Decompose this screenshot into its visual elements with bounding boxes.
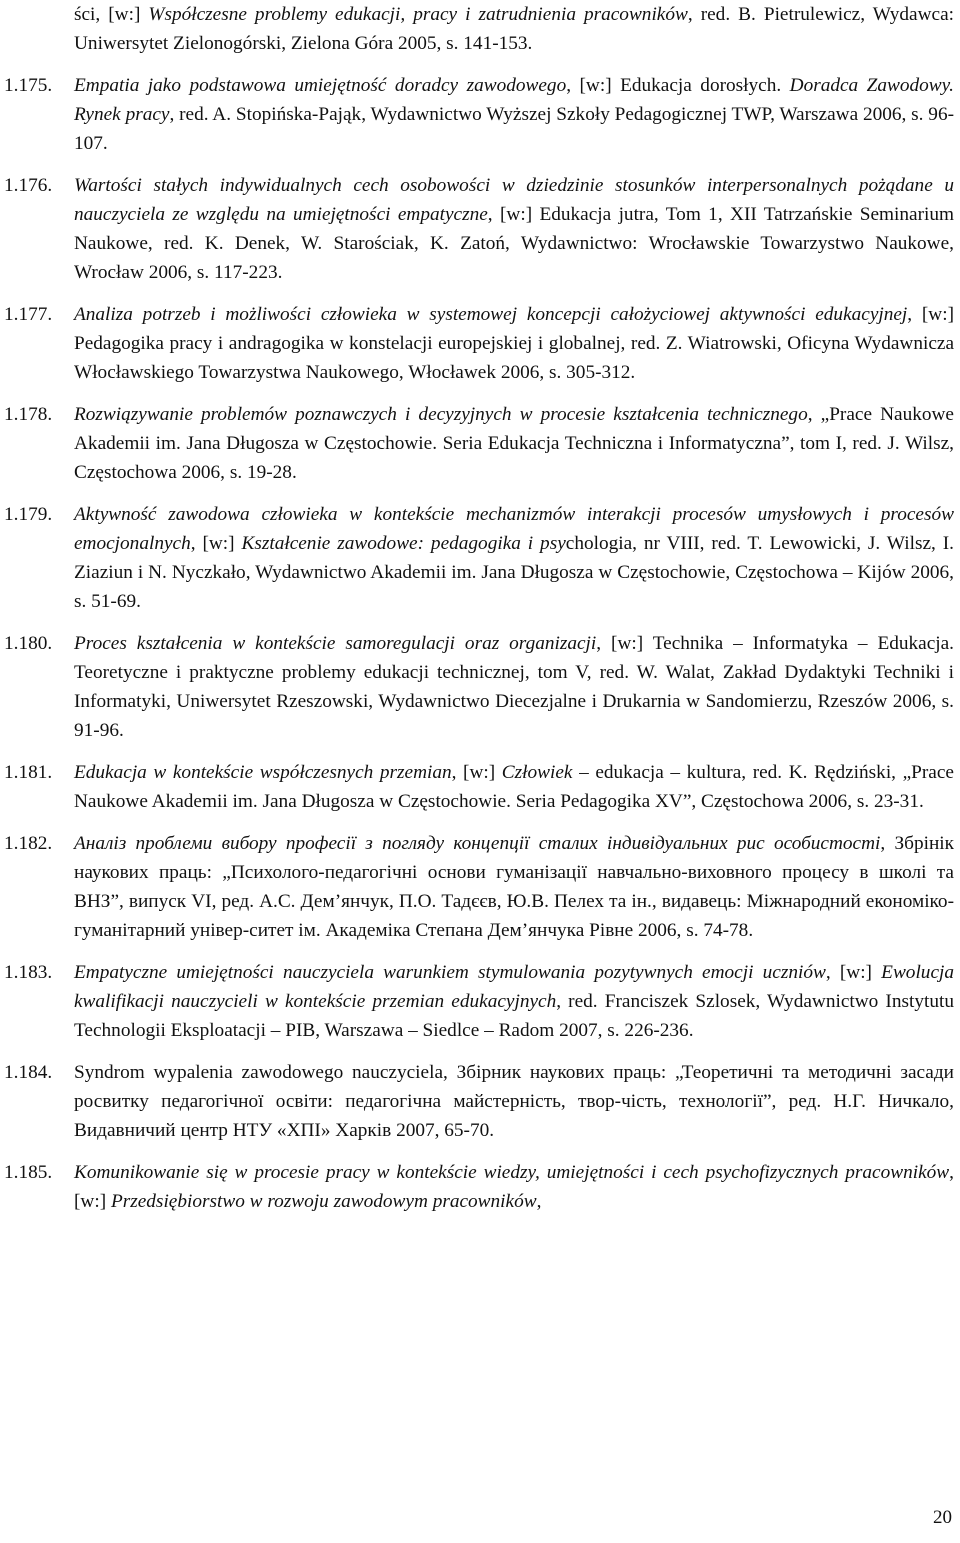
entry-title-italic: Aktywność zawodowa człowieka w kontekście mechanizmów interakcji procesów umysłowych i procesów emocjonalnych: [74, 504, 954, 554]
entry-text-segment: , [w:]: [190, 533, 242, 554]
entry-number: 1.181.: [4, 762, 53, 783]
bibliography-entry: [4, 829, 954, 945]
bibliography-entry: [4, 1058, 954, 1145]
entry-number: 1.183.: [4, 962, 53, 983]
bibliography-entry: [4, 629, 954, 745]
entry-text: [74, 829, 954, 945]
entry-text-segment: – edukacja – kultura, red. K. Rędziński, „Prace Naukowe Akademii im. Jana Długosza w Częstochowie. Seria Pedagogika XV”, Częstochowa 2006, s. 23-31.: [74, 762, 954, 812]
entry-title-italic: Empatia jako podstawowa umiejętność doradcy zawodowego: [74, 75, 567, 96]
entry-title-italic: Rozwiązywanie problemów poznawczych i decyzyjnych w procesie kształcenia technicznego: [74, 404, 808, 425]
entry-number: 1.179.: [4, 504, 53, 525]
entry-title-italic: Wartości stałych indywidualnych cech osobowości w dziedzinie stosunków interpersonalnych pożądane u nauczyciela ze względu na umiejętności empatyczne: [74, 175, 954, 225]
entry-text-segment: , [w:] Edukacja jutra, Tom 1, XII Tatrzańskie Seminarium Naukowe, red. K. Denek, W. Starościak, K. Zatoń, Wydawnictwo: Wrocławskie Towarzystwo Naukowe, Wrocław 2006, s. 117-223.: [74, 204, 955, 283]
entry-number: 1.185.: [4, 1162, 53, 1183]
bibliography-entry: [4, 758, 954, 816]
entry-text: [74, 500, 954, 616]
entry-title-italic: Kształcenie zawodowe: pedagogika i psy: [241, 533, 566, 554]
bibliography-entry: [4, 500, 954, 616]
entry-number: 1.175.: [4, 75, 53, 96]
entry-number: 1.176.: [4, 175, 53, 196]
bibliography-entry: [4, 400, 954, 487]
entry-text: [74, 958, 954, 1045]
entry-title-italic: Ewolucja kwalifikacji nauczycieli w kontekście przemian edukacyjnych: [74, 962, 955, 1012]
bibliography-list: [4, 0, 954, 1229]
entry-text-segment: , [w:]: [825, 962, 882, 983]
entry-number: 1.177.: [4, 304, 53, 325]
entry-title-italic: Komunikowanie się w procesie pracy w kontekście wiedzy, umiejętności i cech psychofizycznych pracowników: [74, 1162, 950, 1183]
entry-title-italic: Empatyczne umiejętności nauczyciela warunkiem stymulowania pozytywnych emocji uczniów: [74, 962, 826, 983]
entry-text: [74, 171, 954, 287]
bibliography-entry: [4, 0, 954, 58]
entry-text: [74, 758, 954, 816]
entry-text-segment: chologia, nr VIII, red. T. Lewowicki, J. Wilsz, I. Ziaziun i N. Nyczkało, Wydawnictwo Akademii im. Jana Długosza w Częstochowie, Częstochowa – Kijów 2006, s. 51-69.: [74, 533, 954, 612]
entry-number: 1.180.: [4, 633, 53, 654]
entry-number: 1.184.: [4, 1062, 53, 1083]
entry-text-segment: , [w:]: [451, 762, 502, 783]
bibliography-entry: [4, 171, 954, 287]
entry-text: [74, 1158, 954, 1216]
entry-text: [74, 300, 954, 387]
bibliography-entry: [4, 958, 954, 1045]
bibliography-entry: [4, 300, 954, 387]
entry-number: 1.178.: [4, 404, 53, 425]
entry-title-italic: Współczesne problemy edukacji, pracy i zatrudnienia pracowników: [148, 4, 688, 25]
entry-title-italic: Człowiek: [501, 762, 573, 783]
entry-text-segment: ,: [536, 1191, 542, 1212]
entry-text-segment: , [w:]: [74, 1162, 954, 1212]
entry-text: [74, 71, 954, 158]
entry-text: [74, 400, 954, 487]
entry-text-segment: , „Prace Naukowe Akademii im. Jana Długosza w Częstochowie. Seria Edukacja Techniczna i Informatyczna”, tom I, red. J. Wilsz, Częstochowa 2006, s. 19-28.: [74, 404, 954, 483]
bibliography-entry: [4, 1158, 954, 1216]
entry-text-segment: ści, [w:]: [74, 4, 149, 25]
entry-text-segment: , red. Franciszek Szlosek, Wydawnictwo Instytutu Technologii Eksploatacji – PIB, Warszawa – Siedlce – Radom 2007, s. 226-236.: [74, 991, 954, 1041]
entry-text-segment: , [w:] Pedagogika pracy i andragogika w konstelacji europejskiej i globalnej, red. Z. Wiatrowski, Oficyna Wydawnicza Włocławskiego Towarzystwa Naukowego, Włocławek 2006, s. 305-312.: [74, 304, 954, 383]
entry-text-segment: , Збрінік наукових праць: „Психолого-педагогічні основи гуманізації навчально-виховного процесу в школі та ВНЗ”, випуск VI, ред. А.С. Дем’янчук, П.О. Тадєєв, Ю.В. Пелех та ін., видавець: Міжнародний економіко-гуманітарний універ-ситет ім. Академіка Степана Дем’янчука Рівне 2006, s. 74-78.: [74, 833, 954, 941]
entry-text-segment: , [w:] Technika – Informatyka – Edukacja. Teoretyczne i praktyczne problemy edukacji technicznej, tom V, red. W. Walat, Zakład Dydaktyki Techniki i Informatyki, Uniwersytet Rzeszowski, Wydawnictwo Diecezjalne i Drukarnia w Sandomierzu, Rzeszów 2006, s. 91-96.: [74, 633, 954, 741]
entry-title-italic: Edukacja w kontekście współczesnych przemian: [74, 762, 452, 783]
entry-text-segment: Syndrom wypalenia zawodowego nauczyciela, Збірник наукових праць: „Теоретичні та методичні засади росвитку педагогічної освіти: педагогічна майстерність, твор-чість, технології”, ред. Н.Г. Ничкало, Видавничий центр НТУ «ХПІ» Харків 2007, 65-70.: [74, 1062, 954, 1141]
entry-text: [74, 629, 954, 745]
entry-title-italic: Proces kształcenia w kontekście samoregulacji oraz organizacji: [74, 633, 597, 654]
entry-text: [74, 0, 954, 58]
entry-number: 1.182.: [4, 833, 53, 854]
entry-title-italic: Аналіз проблеми вибору професії з погляду концепції сталих індивідуальних рис особистості: [74, 833, 881, 854]
entry-text-segment: , red. B. Pietrulewicz, Wydawca: Uniwersytet Zielonogórski, Zielona Góra 2005, s. 141-153.: [74, 4, 954, 54]
entry-text-segment: , red. A. Stopińska-Pająk, Wydawnictwo Wyższej Szkoły Pedagogicznej TWP, Warszawa 2006, s. 96-107.: [74, 104, 955, 154]
entry-title-italic: Przedsiębiorstwo w rozwoju zawodowym pracowników: [110, 1191, 537, 1212]
entry-text: [74, 1058, 954, 1145]
entry-text-segment: , [w:] Edukacja dorosłych.: [566, 75, 790, 96]
page-number: 20: [933, 1507, 952, 1528]
entry-title-italic: Analiza potrzeb i możliwości człowieka w systemowej koncepcji całożyciowej aktywności edukacyjnej: [74, 304, 908, 325]
bibliography-entry: [4, 71, 954, 158]
entry-title-italic: Doradca Zawodowy. Rynek pracy: [74, 75, 954, 125]
